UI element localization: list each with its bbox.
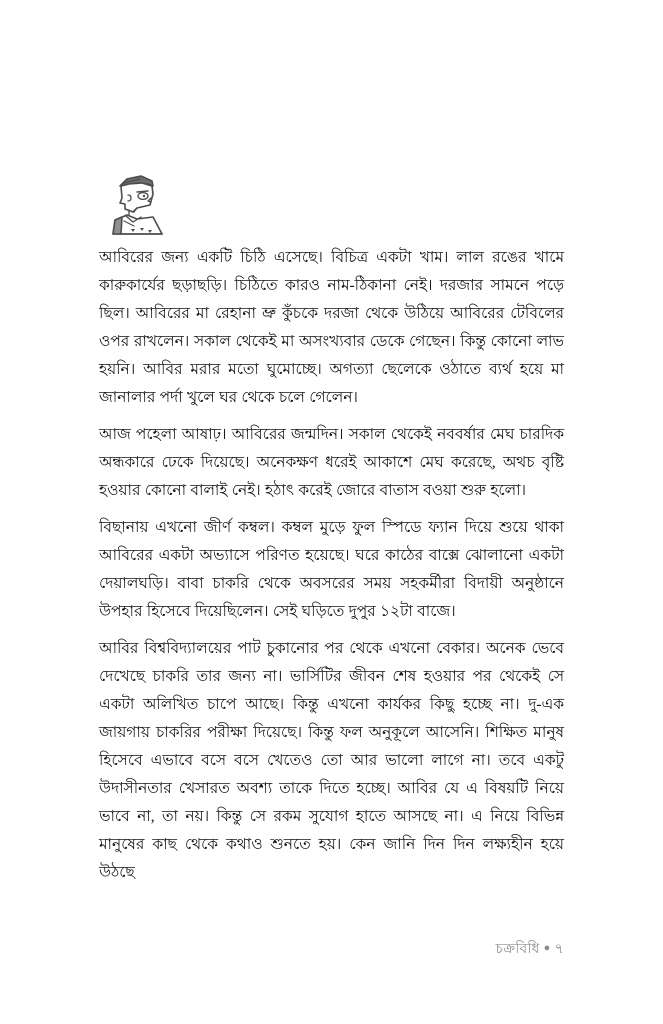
footer-separator-bullet: ● bbox=[543, 942, 551, 954]
man-bust-profile-illustration bbox=[107, 172, 173, 238]
body-text bbox=[99, 244, 564, 887]
page-footer bbox=[99, 938, 564, 960]
paragraph-2: আজ পহেলা আষাঢ়। আবিরের জন্মদিন। সকাল থেকেই নববর্ষার মেঘ চারদিক অন্ধকারে ঢেকে দিয়েছে। অনেকক্ষণ ধরেই আকাশে মেঘ করেছে, অথচ বৃষ্টি হওয়ার কোনো বালাই নেই। হঠাৎ করেই জোরে বাতাস বওয়া শুরু হলো। bbox=[99, 426, 564, 499]
paragraph-4: আবির বিশ্ববিদ্যালয়ের পাট চুকানোর পর থেকে এখনো বেকার। অনেক ভেবে দেখেছে চাকরি তার জন্য না। ভার্সিটির জীবন শেষ হওয়ার পর থেকেই সে একটা অলিখিত চাপে আছে। কিন্তু এখনো কার্যকর কিছু হচ্ছে না। দু-এক জায়গায় চাকরির পরীক্ষা দিয়েছে। কিন্তু ফল অনুকূলে আসেনি। শিক্ষিত মানুষ হিসেবে এভাবে বসে বসে খেতেও তো আর ভালো লাগে না। তবে একটু উদাসীনতার খেসারত অবশ্য তাকে দিতে হচ্ছে। আবির যে এ বিষয়টি নিয়ে ভাবে না, তা নয়। কিন্তু সে রকম সুযোগ হাতে আসছে না। এ নিয়ে বিভিন্ন মানুষের কাছ থেকে কথাও শুনতে হয়। কেন জানি দিন দিন লক্ষ্যহীন হয়ে উঠছে bbox=[99, 640, 564, 881]
footer-book-title: চক্রবিধি bbox=[495, 942, 540, 957]
page-content bbox=[99, 172, 564, 887]
paragraph-3: বিছানায় এখনো জীর্ণ কম্বল। কম্বল মুড়ে ফুল স্পিডে ফ্যান দিয়ে শুয়ে থাকা আবিরের একটা অভ্যাসে পরিণত হয়েছে। ঘরে কাঠের বাক্সে ঝোলানো একটা দেয়ালঘড়ি। বাবা চাকরি থেকে অবসরের সময় সহকর্মীরা বিদায়ী অনুষ্ঠানে উপহার হিসেবে দিয়েছিলেন। সেই ঘড়িতে দুপুর ১২টা বাজে। bbox=[99, 519, 564, 620]
paragraph-1: আবিরের জন্য একটি চিঠি এসেছে। বিচিত্র একটা খাম। লাল রঙের খামে কারুকার্যের ছড়াছড়ি। চিঠিতে কারও নাম-ঠিকানা নেই। দরজার সামনে পড়ে ছিল। আবিরের মা রেহানা ভ্রু কুঁচকে দরজা থেকে উঠিয়ে আবিরের টেবিলের ওপর রাখলেন। সকাল থেকেই মা অসংখ্যবার ডেকে গেছেন। কিন্তু কোনো লাভ হয়নি। আবির মরার মতো ঘুমোচ্ছে। অগত্যা ছেলেকে ওঠাতে ব্যর্থ হয়ে মা জানালার পর্দা খুলে ঘর থেকে চলে গেলেন। bbox=[99, 249, 564, 406]
footer-page-number: ৭ bbox=[554, 942, 564, 957]
